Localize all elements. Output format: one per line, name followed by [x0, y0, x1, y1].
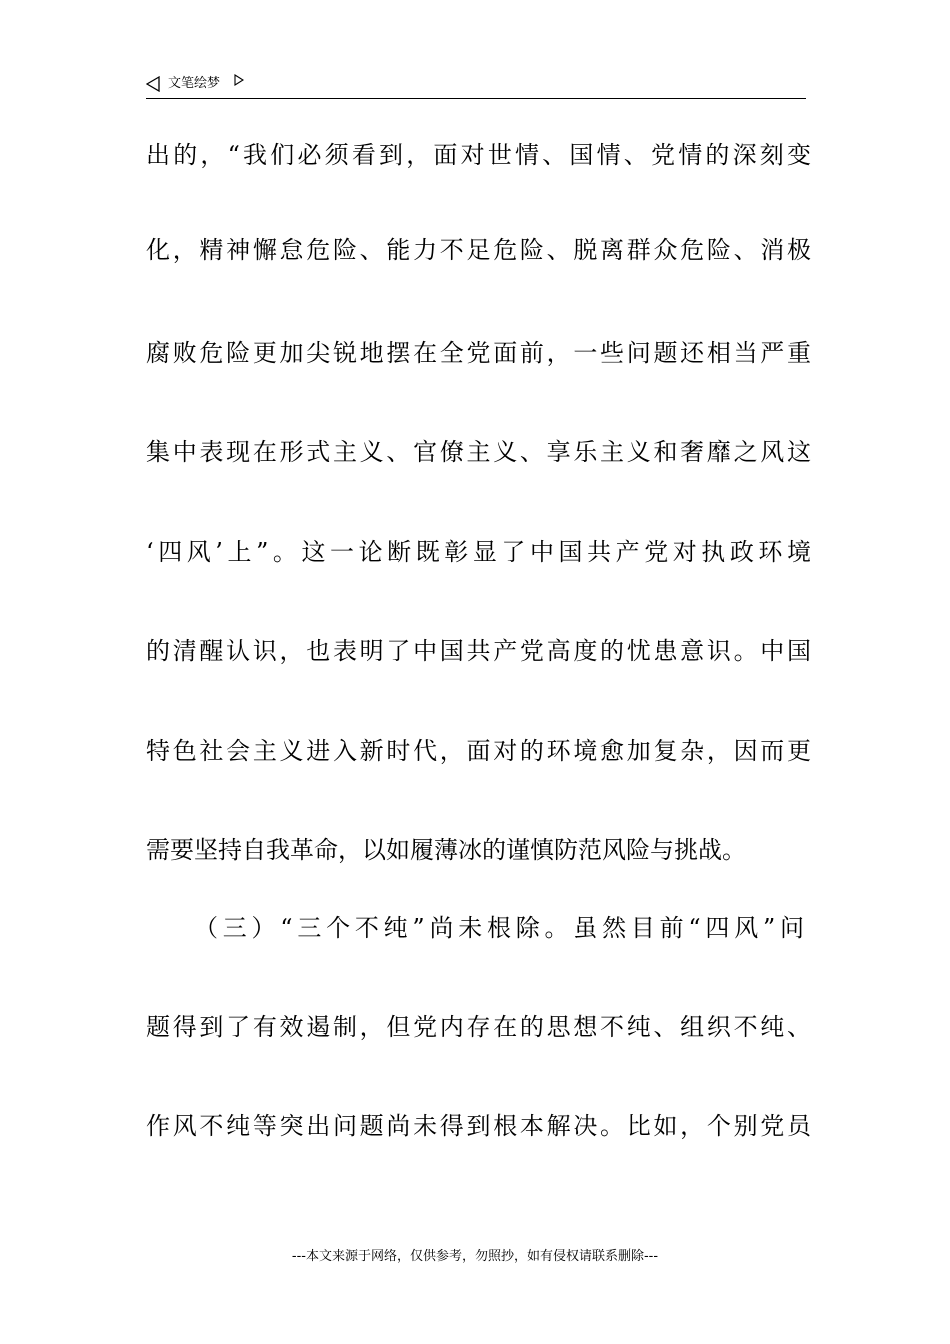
body-line: 出的，“我们必须看到，面对世情、国情、党情的深刻变 — [146, 141, 811, 169]
header-title: 文笔绘梦 — [168, 76, 221, 91]
body-line: 作风不纯等突出问题尚未得到根本解决。比如，个别党员 — [146, 1112, 811, 1140]
paragraph-heading-line: （三）“三个不纯”尚未根除。虽然目前“四风”问 — [194, 914, 804, 942]
body-line: 腐败危险更加尖锐地摆在全党面前，一些问题还相当严重 — [146, 339, 811, 367]
body-line: 的清醒认识，也表明了中国共产党高度的忧患意识。中国 — [146, 637, 811, 665]
body-line: 需要坚持自我革命，以如履薄冰的谨慎防范风险与挑战。 — [146, 836, 746, 864]
body-line: ‘四风’上”。这一论断既彰显了中国共产党对执政环境 — [146, 538, 811, 566]
triangle-left-icon — [146, 76, 160, 92]
triangle-right-icon — [234, 74, 244, 86]
page-header — [146, 74, 806, 99]
body-line: 化，精神懈怠危险、能力不足危险、脱离群众危险、消极 — [146, 236, 811, 264]
body-line: 集中表现在形式主义、官僚主义、享乐主义和奢靡之风这 — [146, 438, 811, 466]
page-footer-disclaimer: ---本文来源于网络，仅供参考，勿照抄，如有侵权请联系删除--- — [291, 1249, 659, 1264]
body-line: 题得到了有效遏制，但党内存在的思想不纯、组织不纯、 — [146, 1013, 811, 1041]
body-line: 特色社会主义进入新时代，面对的环境愈加复杂，因而更 — [146, 737, 811, 765]
